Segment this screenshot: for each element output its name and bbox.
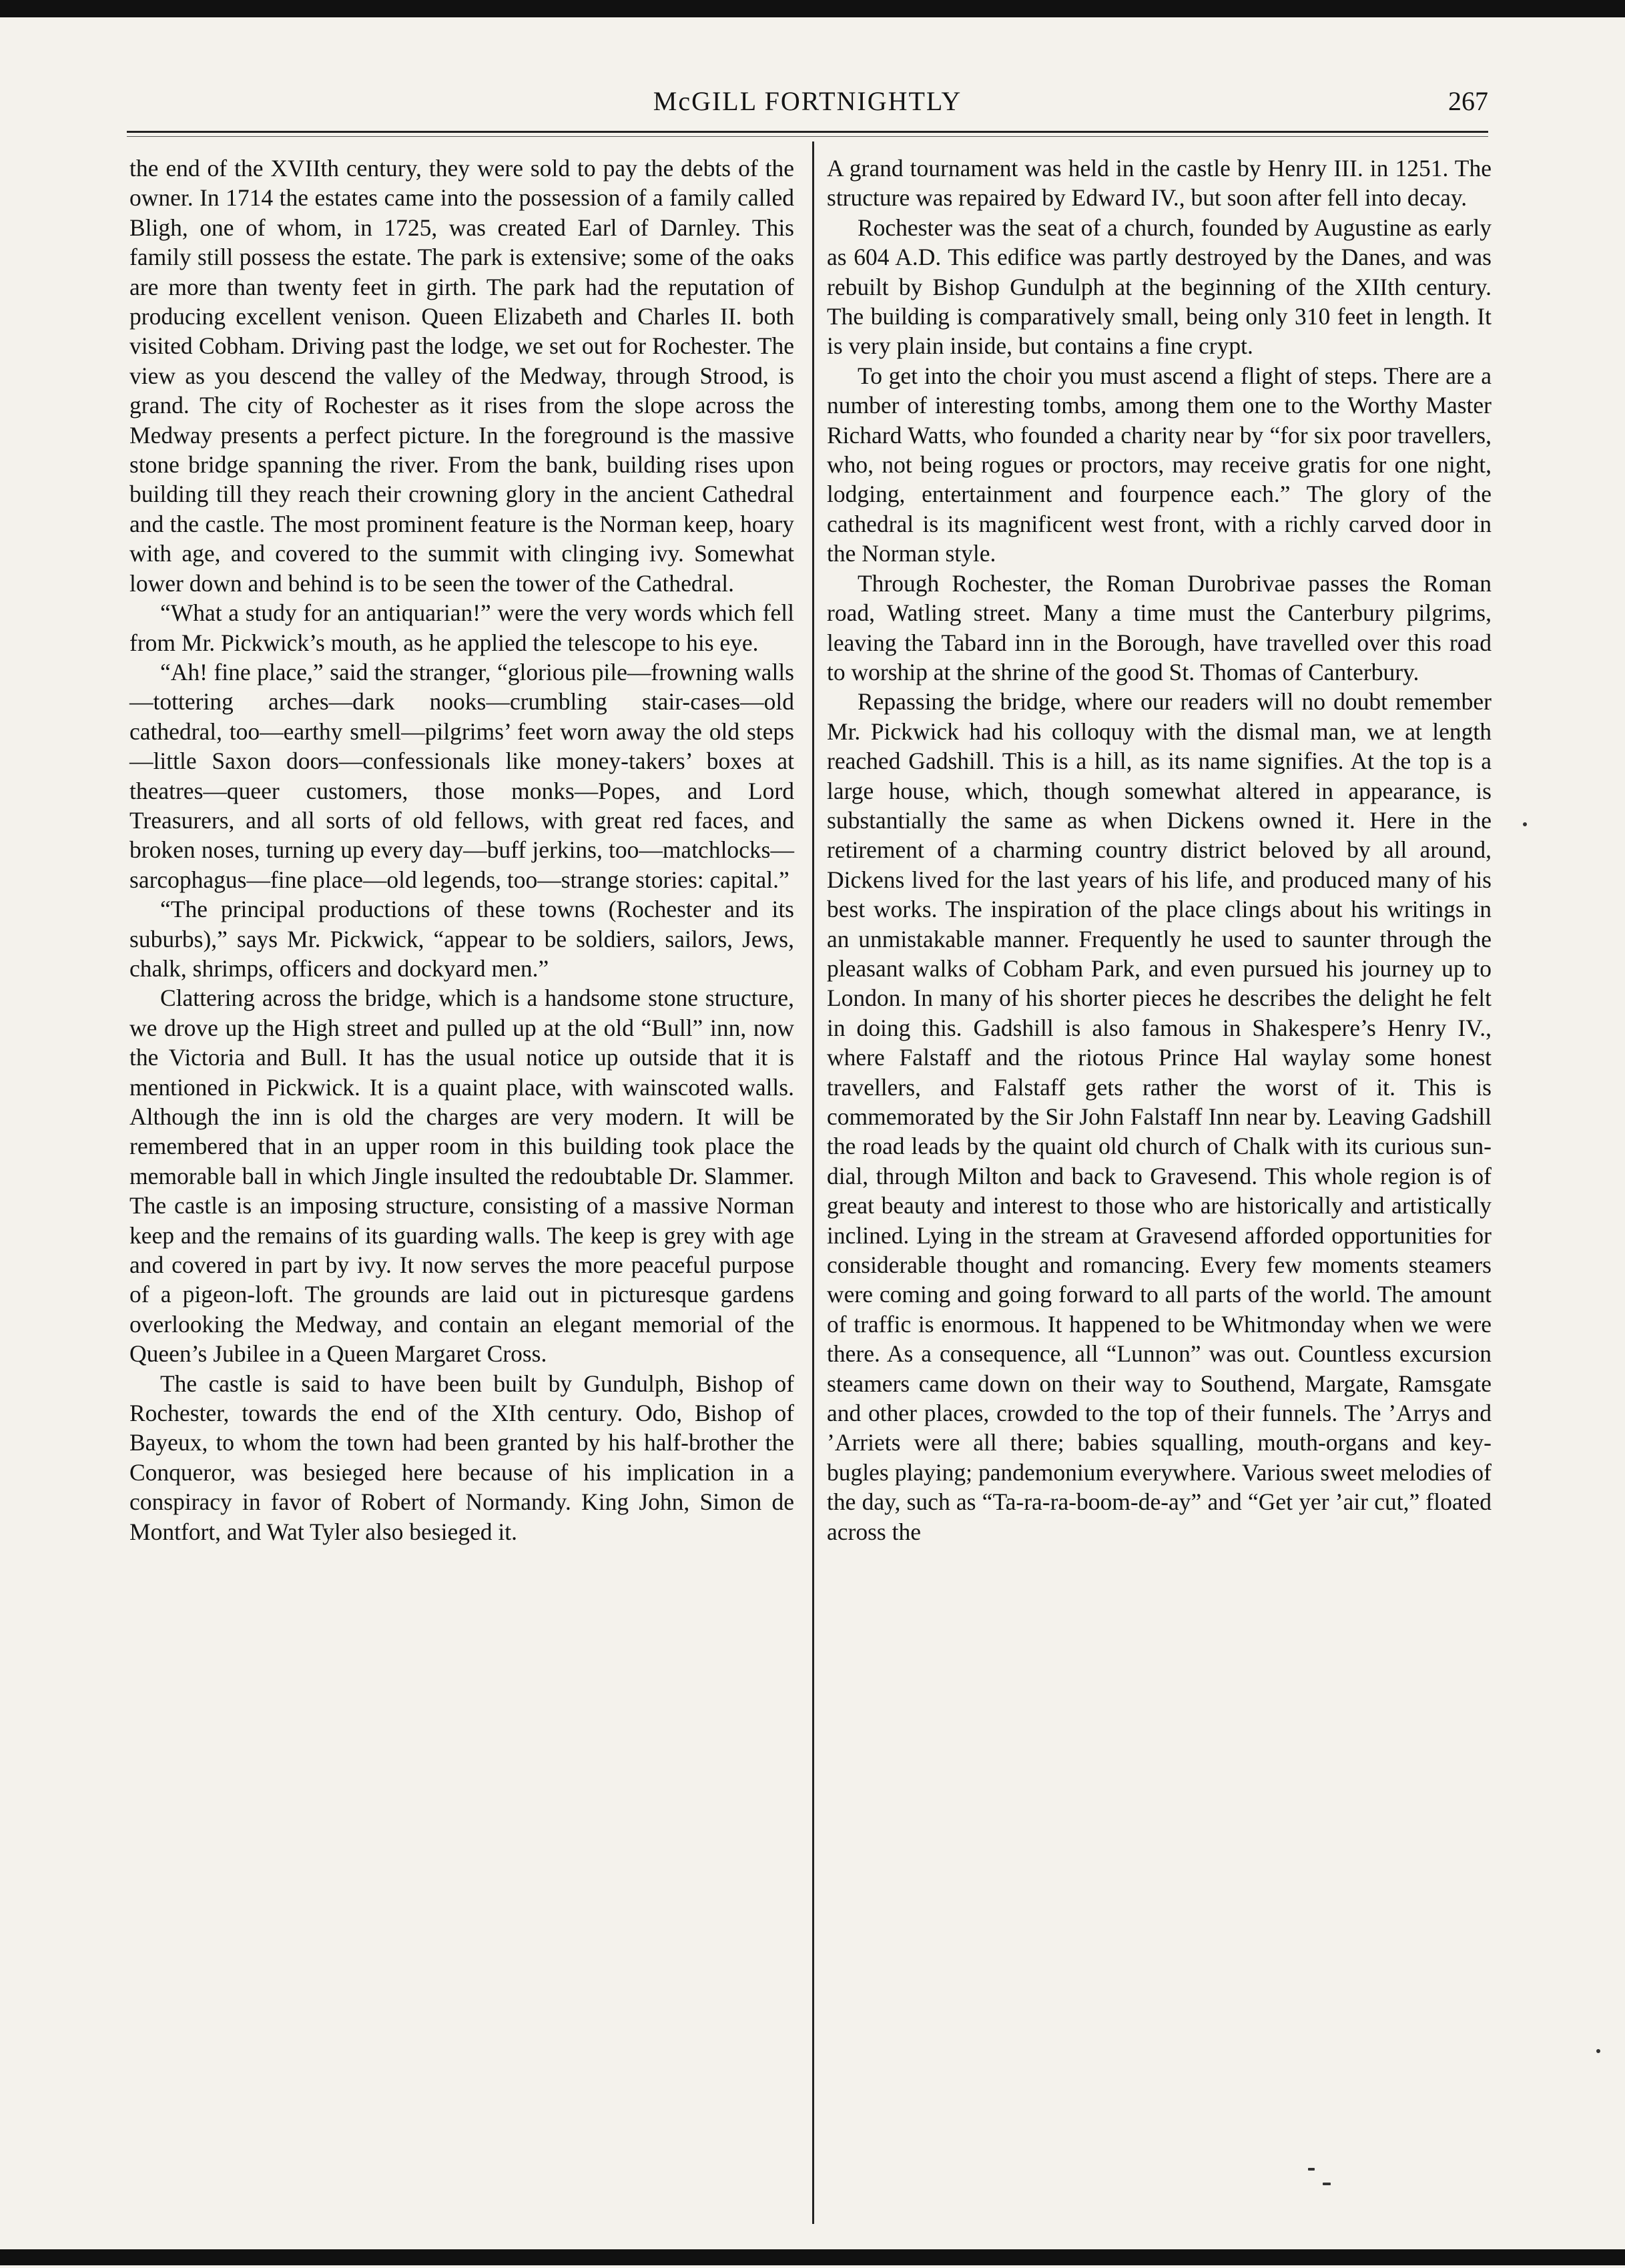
journal-title: McGILL FORTNIGHTLY — [653, 86, 962, 116]
print-speck — [1308, 2168, 1315, 2171]
running-header — [127, 85, 1488, 125]
paragraph: “What a study for an antiquarian!” were the very words which fell from Mr. Pickwick’s mouth, as he applied the telescope to his eye. — [129, 599, 794, 656]
page-number: 267 — [1448, 86, 1488, 116]
paragraph: “The principal productions of these towns (Rochester and its suburbs),” says Mr. Pickwick, “appear to be soldiers, sailors, Jews, chalk, shrimps, officers and dockyard men.” — [129, 896, 794, 982]
paragraph: The castle is said to have been built by Gundulph, Bishop of Rochester, towards the end of the XIth century. Odo, Bishop of Bayeux, to whom the town had been granted by his half-brother the Conqueror, was besieged here because of his implication in a conspiracy in favor of Robert of Normandy. King John, Simon de Montfort, and Wat Tyler also besieged it. — [129, 1370, 794, 1545]
paragraph: “Ah! fine place,” said the stranger, “glorious pile—frowning walls—tottering arches—dark nooks—crumbling stair-cases—old cathedral, too—earthy smell—pilgrims’ feet worn away the old steps—little Saxon doors—confessionals like money-takers’ boxes at theatres—queer customers, those monks—Popes, and Lord Treasurers, and all sorts of old fellows, with great red faces, and broken noses, turning up every day—buff jerkins, too—matchlocks—sarcophagus—fine place—old legends, too—strange stories: capital.” — [129, 658, 794, 893]
paragraph: To get into the choir you must ascend a flight of steps. There are a number of interesting tombs, among them one to the Worthy Master Richard Watts, who founded a charity near by “for six poor travellers, who, not being rogues or proctors, may receive gratis for one night, lodging, entertainment and fourpence each.” The glory of the cathedral is its magnificent west front, with a richly carved door in the Norman style. — [827, 362, 1492, 567]
print-speck — [1323, 2183, 1331, 2185]
right-column — [827, 154, 1492, 1546]
paragraph: Through Rochester, the Roman Durobrivae passes the Roman road, Watling street. Many a time must the Canterbury pilgrims, leaving the Tabard inn in the Borough, have travelled over this road to worship at the shrine of the good St. Thomas of Canterbury. — [827, 569, 1492, 685]
header-rule — [127, 131, 1488, 133]
print-speck — [1523, 822, 1527, 826]
paragraph: Clattering across the bridge, which is a handsome stone structure, we drove up the High street and pulled up at the old “Bull” inn, now the Victoria and Bull. It has the usual notice up outside that it is mentioned in Pickwick. It is a quaint place, with wainscoted walls. Although the inn is old the charges are very modern. It will be remembered that in an upper room in this building took place the memorable ball in which Jingle insulted the redoubtable Dr. Slammer. The castle is an imposing structure, consisting of a massive Norman keep and the remains of its guarding walls. The keep is grey with age and covered in part by ivy. It now serves the more peaceful purpose of a pigeon-loft. The grounds are laid out in picturesque gardens overlooking the Medway, and contain an elegant memorial of the Queen’s Jubilee in a Queen Margaret Cross. — [129, 984, 794, 1368]
column-divider — [812, 141, 814, 2224]
print-speck — [1596, 2049, 1600, 2053]
paragraph: A grand tournament was held in the castle by Henry III. in 1251. The structure was repaired by Edward IV., but soon after fell into decay. — [827, 155, 1492, 212]
top-border-rule — [0, 0, 1625, 17]
header-rule-thin — [127, 136, 1488, 137]
left-column — [129, 154, 794, 1546]
paragraph: Rochester was the seat of a church, founded by Augustine as early as 604 A.D. This edifice was partly destroyed by the Danes, and was rebuilt by Bishop Gundulph at the beginning of the XIIth century. The building is comparatively small, being only 310 feet in length. It is very plain inside, but contains a fine crypt. — [827, 214, 1492, 360]
paragraph: Repassing the bridge, where our readers will no doubt remember Mr. Pickwick had his colloquy with the dismal man, we at length reached Gadshill. This is a hill, as its name signifies. At the top is a large house, which, though somewhat altered in appearance, is substantially the same as when Dickens owned it. Here in the retirement of a charming country district beloved by all around, Dickens lived for the last years of his life, and produced many of his best works. The inspiration of the place clings about his writings in an unmistakable manner. Frequently he used to saunter through the pleasant walks of Cobham Park, and even pursued his journey up to London. In many of his shorter pieces he describes the delight he felt in doing this. Gadshill is also famous in Shakespere’s Henry IV., where Falstaff and the riotous Prince Hal waylay some honest travellers, and Falstaff gets rather the worst of it. This is commemorated by the Sir John Falstaff Inn near by. Leaving Gadshill the road leads by the quaint old church of Chalk with its curious sun-dial, through Milton and back to Gravesend. This whole region is of great beauty and interest to those who are historically and artistically inclined. Lying in the stream at Gravesend afforded opportunities for considerable thought and romancing. Every few moments steamers were coming and going forward to all parts of the world. The amount of traffic is enormous. It happened to be Whitmonday when we were there. As a consequence, all “Lunnon” was out. Countless excursion steamers came down on their way to Southend, Margate, Ramsgate and other places, crowded to the top of their funnels. The ’Arrys and ’Arriets were all there; babies squalling, mouth-organs and key-bugles playing; pandemonium everywhere. Various sweet melodies of the day, such as “Ta-ra-ra-boom-de-ay” and “Get yer ’air cut,” floated across the — [827, 688, 1492, 1545]
paragraph: the end of the XVIIth century, they were sold to pay the debts of the owner. In 1714 the estates came into the possession of a family called Bligh, one of whom, in 1725, was created Earl of Darnley. This family still possess the estate. The park is extensive; some of the oaks are more than twenty feet in girth. The park had the reputation of producing excellent venison. Queen Elizabeth and Charles II. both visited Cobham. Driving past the lodge, we set out for Rochester. The view as you descend the valley of the Medway, through Strood, is grand. The city of Rochester as it rises from the slope across the Medway presents a perfect picture. In the foreground is the massive stone bridge spanning the river. From the bank, building rises upon building till they reach their crowning glory in the ancient Cathedral and the castle. The most prominent feature is the Norman keep, hoary with age, and covered to the summit with clinging ivy. Somewhat lower down and behind is to be seen the tower of the Cathedral. — [129, 155, 794, 597]
bottom-border-rule — [0, 2249, 1625, 2265]
